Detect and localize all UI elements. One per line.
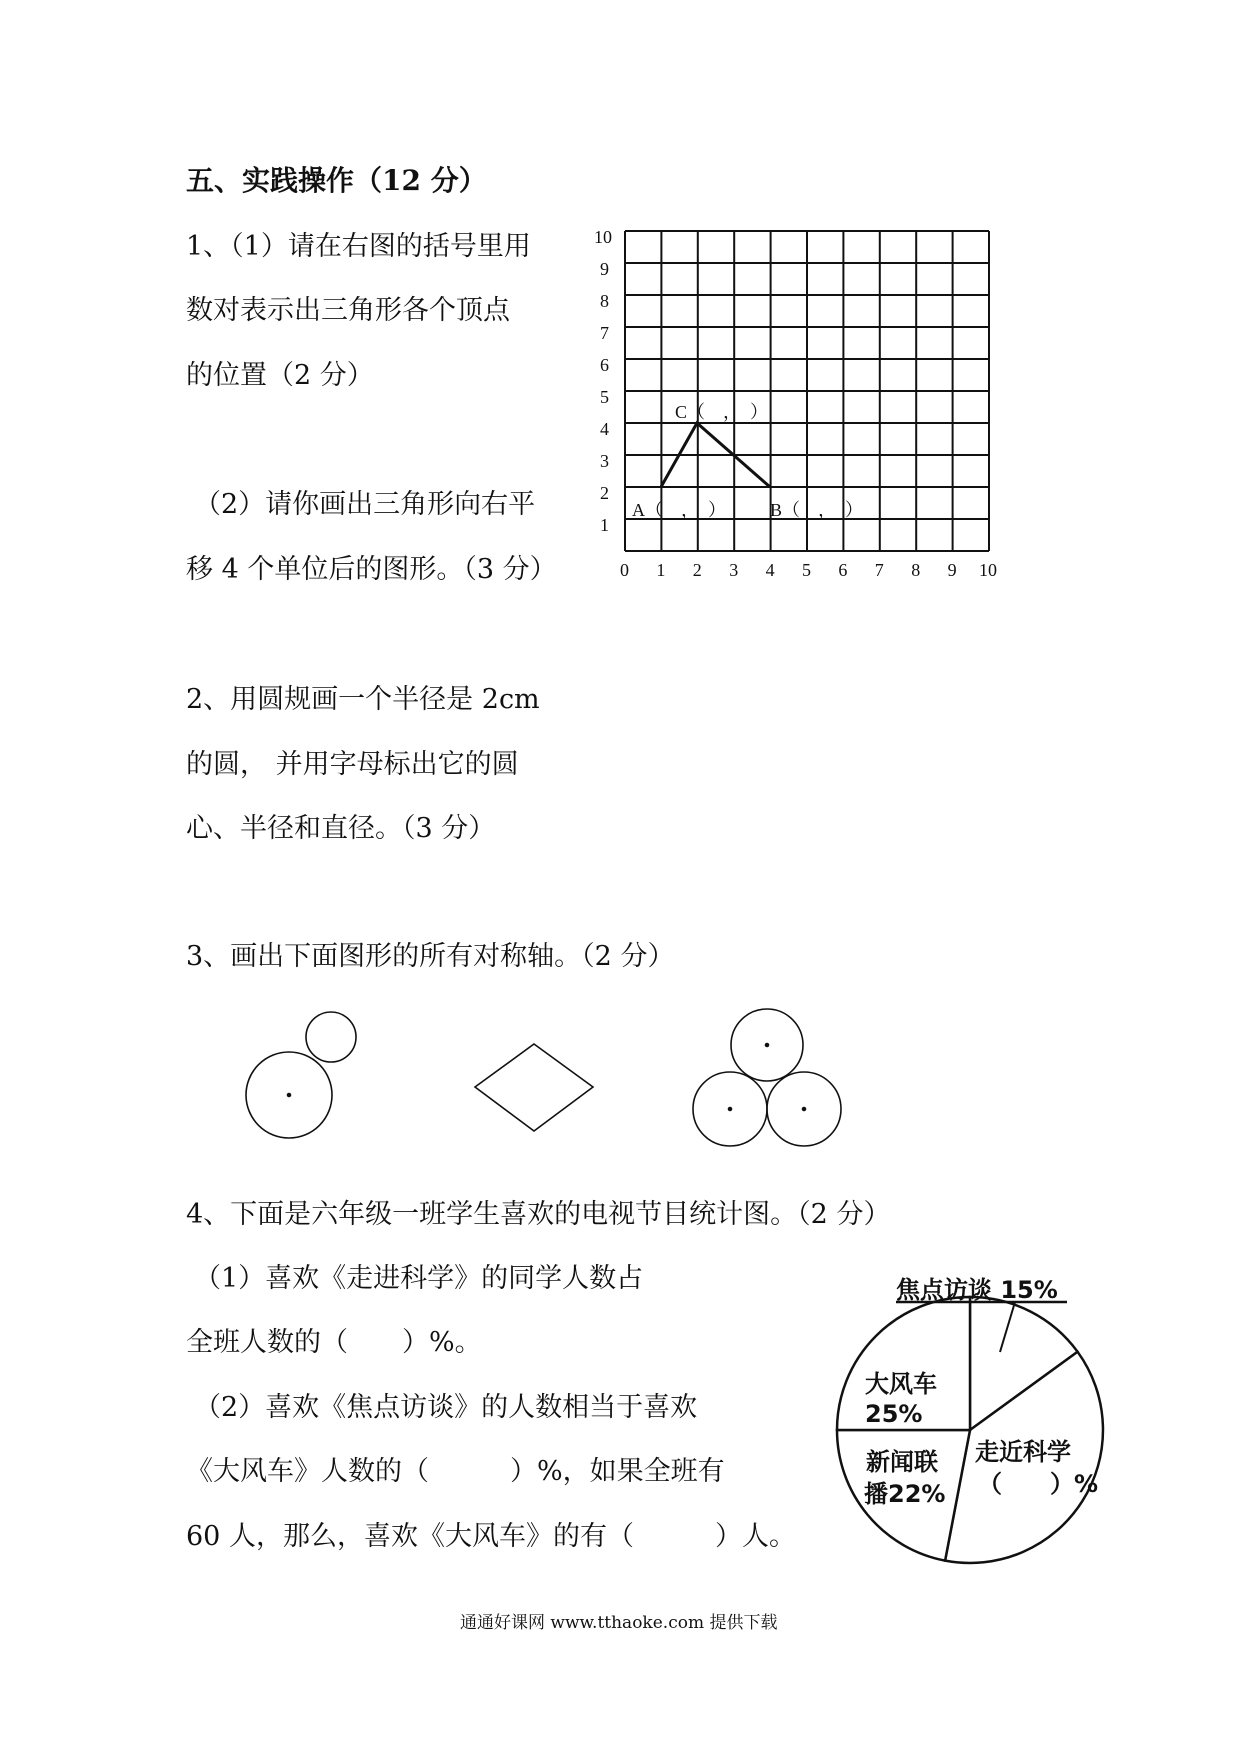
y-tick-label: 4 xyxy=(600,419,609,439)
x-tick-label: 7 xyxy=(874,560,884,580)
y-tick-label: 3 xyxy=(600,451,609,471)
q1-part1-line1: 1、（1）请在右图的括号里用 xyxy=(186,231,531,262)
label-dafengche-value: 25% xyxy=(865,1400,923,1428)
y-tick-label: 2 xyxy=(600,483,609,503)
q2-line2: 的圆， 并用字母标出它的圆 xyxy=(186,749,519,780)
small-circle xyxy=(306,1012,356,1062)
label-zoujin-value: （ ）% xyxy=(978,1470,1099,1498)
q4-line3: 全班人数的（ ）%。 xyxy=(186,1327,482,1358)
point-c-label: C（ ， ） xyxy=(675,402,769,422)
x-tick-label: 1 xyxy=(656,560,666,580)
right-center-dot xyxy=(803,1108,806,1111)
y-tick-label: 1 xyxy=(600,515,609,535)
center-dot xyxy=(288,1094,291,1097)
pie-wedges xyxy=(837,1297,1103,1563)
q1-part1-line2: 数对表示出三角形各个顶点 xyxy=(186,295,510,326)
q4-line6: 60 人，那么，喜欢《大风车》的有（ ）人。 xyxy=(186,1521,796,1552)
point-b-label: B（ ， ） xyxy=(770,500,864,520)
label-xinwen-value: 播22% xyxy=(864,1480,946,1508)
y-tick-label: 5 xyxy=(600,387,609,407)
point-a-label: A（ ， ） xyxy=(632,500,726,520)
y-tick-label: 7 xyxy=(600,323,609,343)
q4-line2: （1）喜欢《走进科学》的同学人数占 xyxy=(194,1263,644,1294)
x-tick-label: 4 xyxy=(765,560,775,580)
q1-part2-line2: 移 4 个单位后的图形。（3 分） xyxy=(186,554,557,585)
section-title: 五、实践操作（12 分） xyxy=(186,164,487,197)
q1-part2-line1: （2）请你画出三角形向右平 xyxy=(194,489,536,520)
x-tick-label: 9 xyxy=(947,560,957,580)
x-tick-label: 0 xyxy=(620,560,629,580)
label-zoujin-name: 走近科学 xyxy=(975,1438,1071,1466)
y-tick-label: 8 xyxy=(600,291,609,311)
x-tick-label: 2 xyxy=(692,560,702,580)
q2-line1: 2、用圆规画一个半径是 2cm xyxy=(186,684,540,715)
symmetry-figures xyxy=(230,1005,1130,1165)
top-center-dot xyxy=(766,1044,769,1047)
q2-line3: 心、半径和直径。（3 分） xyxy=(186,813,496,844)
figure-two-circles xyxy=(246,1012,356,1138)
q4-line4: （2）喜欢《焦点访谈》的人数相当于喜欢 xyxy=(194,1392,698,1423)
q4-line1: 4、下面是六年级一班学生喜欢的电视节目统计图。（2 分） xyxy=(186,1199,891,1230)
footer-text: 通通好课网 www.tthaoke.com 提供下载 xyxy=(460,1613,778,1633)
label-jiaodian: 焦点访谈 15% xyxy=(896,1276,1058,1304)
label-dafengche-name: 大风车 xyxy=(865,1370,937,1398)
coordinate-grid xyxy=(580,215,997,595)
x-tick-label: 6 xyxy=(838,560,848,580)
q4-line5: 《大风车》人数的（ ）%，如果全班有 xyxy=(186,1456,725,1487)
left-center-dot xyxy=(729,1108,732,1111)
label-xinwen-name: 新闻联 xyxy=(866,1448,938,1476)
x-tick-label: 10 xyxy=(979,560,997,580)
figure-rhombus xyxy=(475,1044,593,1131)
y-axis-ticks xyxy=(594,227,612,535)
x-tick-label: 5 xyxy=(802,560,811,580)
q3-line1: 3、画出下面图形的所有对称轴。（2 分） xyxy=(186,941,675,972)
y-tick-label: 9 xyxy=(600,259,609,279)
figure-three-circles xyxy=(693,1009,841,1146)
y-tick-label: 10 xyxy=(594,227,612,247)
q1-part1-line3: 的位置（2 分） xyxy=(186,360,374,391)
x-tick-label: 3 xyxy=(729,560,739,580)
y-tick-label: 6 xyxy=(600,355,609,375)
x-axis-ticks xyxy=(620,560,997,580)
pie-chart xyxy=(820,1270,1120,1570)
x-tick-label: 8 xyxy=(911,560,921,580)
